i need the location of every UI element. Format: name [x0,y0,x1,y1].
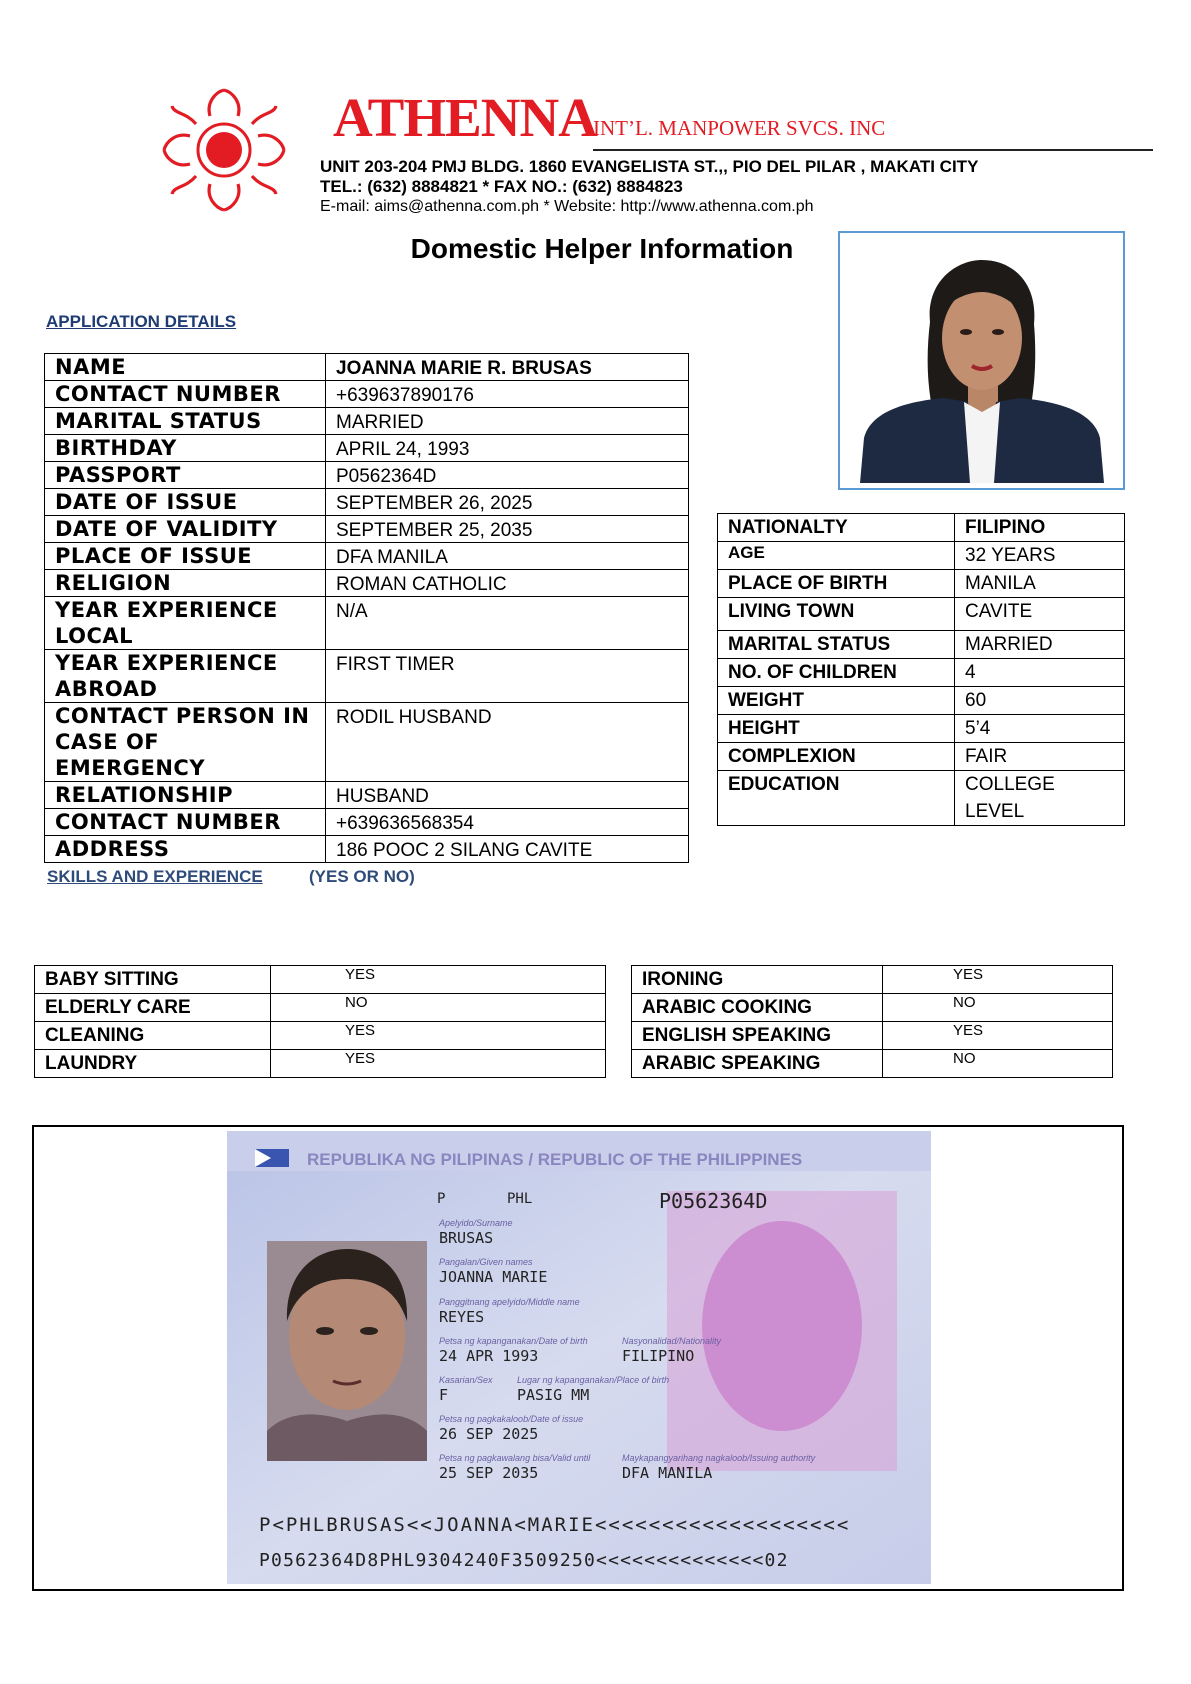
application-details-table [44,353,689,863]
skills-heading: SKILLS AND EXPERIENCE [47,867,263,886]
row-value: ROMAN CATHOLIC [326,570,689,597]
skill-value: YES [271,1022,606,1050]
row-value: +639637890176 [326,381,689,408]
row-label: RELIGION [45,570,326,597]
skill-value: YES [271,966,606,994]
passport-dob: 24 APR 1993 [439,1347,539,1365]
row-label: ADDRESS [45,836,326,863]
row-label: DATE OF ISSUE [45,489,326,516]
row-value: 186 POOC 2 SILANG CAVITE [326,836,689,863]
row-label: AGE [718,542,955,570]
row-value: P0562364D [326,462,689,489]
row-label: CONTACT PERSON IN CASE OF EMERGENCY [45,703,326,782]
table-row [632,1050,1113,1078]
skill-label: LAUNDRY [35,1050,271,1078]
row-value: SEPTEMBER 25, 2035 [326,516,689,543]
skills-note: (YES OR NO) [309,867,415,886]
passport-middle-name: REYES [439,1308,485,1326]
skill-value: YES [271,1050,606,1078]
table-row [718,631,1125,659]
table-row [35,994,606,1022]
table-row [718,771,1125,826]
row-label: PLACE OF ISSUE [45,543,326,570]
passport-number: P0562364D [659,1189,768,1213]
sex-label: Kasarian/Sex [439,1375,493,1385]
skill-label: ARABIC SPEAKING [632,1050,883,1078]
row-value: +639636568354 [326,809,689,836]
table-row [45,650,689,703]
row-label: WEIGHT [718,687,955,715]
skill-label: IRONING [632,966,883,994]
valid-until-label: Petsa ng pagkawalang bisa/Valid until [439,1453,591,1463]
table-row [45,597,689,650]
row-value: DFA MANILA [326,543,689,570]
skill-value: YES [883,966,1113,994]
table-row [45,462,689,489]
row-label: LIVING TOWN [718,598,955,631]
table-row [45,570,689,597]
passport-pob: PASIG MM [517,1386,590,1404]
surname-label: Apelyido/Surname [439,1218,513,1228]
company-address: UNIT 203-204 PMJ BLDG. 1860 EVANGELISTA ST.,, PIO DEL PILAR , MAKATI CITY [320,157,979,176]
passport-authority: DFA MANILA [622,1464,713,1482]
skill-label: ARABIC COOKING [632,994,883,1022]
passport-type: P [437,1191,446,1207]
table-row [45,543,689,570]
skill-label: ENGLISH SPEAKING [632,1022,883,1050]
row-value: MARRIED [326,408,689,435]
row-label: RELATIONSHIP [45,782,326,809]
row-value: FAIR [955,743,1125,771]
row-value: MARRIED [955,631,1125,659]
table-row [35,1022,606,1050]
given-names-label: Pangalan/Given names [439,1257,533,1267]
table-row [45,354,689,381]
row-label: MARITAL STATUS [718,631,955,659]
table-row [718,743,1125,771]
pob-label: Lugar ng kapanganakan/Place of birth [517,1375,670,1385]
passport-issue-date: 26 SEP 2025 [439,1425,539,1443]
row-label: NAME [45,354,326,381]
passport-country: PHL [507,1191,533,1207]
skill-value: NO [883,1050,1113,1078]
row-label: EDUCATION [718,771,955,826]
passport-mrz-line-1: P<PHLBRUSAS<<JOANNA<MARIE<<<<<<<<<<<<<<<<<<< [259,1514,851,1536]
middle-name-label: Panggitnang apelyido/Middle name [439,1297,580,1307]
table-row [632,1022,1113,1050]
table-row [718,687,1125,715]
row-value: COLLEGE LEVEL [955,771,1125,826]
row-label: YEAR EXPERIENCE ABROAD [45,650,326,703]
passport-sex: F [439,1386,449,1404]
table-row [718,570,1125,598]
header-divider [593,149,1153,151]
row-label: HEIGHT [718,715,955,743]
table-row [718,542,1125,570]
application-details-heading: APPLICATION DETAILS [46,312,237,331]
table-row [45,809,689,836]
table-row [718,598,1125,631]
table-row [632,994,1113,1022]
passport-surname: BRUSAS [439,1229,494,1247]
skill-value: YES [883,1022,1113,1050]
athenna-logo [158,86,290,214]
row-value: FIRST TIMER [326,650,689,703]
row-label: NO. OF CHILDREN [718,659,955,687]
passport-mrz-line-2: P0562364D8PHL9304240F3509250<<<<<<<<<<<<<<02 [259,1550,789,1571]
row-value: MANILA [955,570,1125,598]
row-label: NATIONALTY [718,514,955,542]
table-row [35,1050,606,1078]
passport-scan-frame [32,1125,1124,1591]
row-label: DATE OF VALIDITY [45,516,326,543]
row-value: JOANNA MARIE R. BRUSAS [326,354,689,381]
skills-table-right [631,965,1113,1078]
row-value: 32 YEARS [955,542,1125,570]
skill-label: CLEANING [35,1022,271,1050]
passport-header: REPUBLIKA NG PILIPINAS / REPUBLIC OF THE PHILIPPINES [307,1150,803,1169]
row-value: 60 [955,687,1125,715]
skills-table-left [34,965,606,1078]
dob-label: Petsa ng kapanganakan/Date of birth [439,1336,588,1346]
row-value: RODIL HUSBAND [326,703,689,782]
nationality-label: Nasyonalidad/Nationality [622,1336,722,1346]
row-value: 4 [955,659,1125,687]
row-value: 5’4 [955,715,1125,743]
passport-valid-until: 25 SEP 2035 [439,1464,539,1482]
row-value: FILIPINO [955,514,1125,542]
applicant-photo [860,252,1104,483]
row-label: BIRTHDAY [45,435,326,462]
authority-label: Maykapangyarihang nagkaloob/Issuing authority [622,1453,816,1463]
applicant-photo-frame [838,231,1125,490]
row-label: MARITAL STATUS [45,408,326,435]
table-row [45,782,689,809]
table-row [35,966,606,994]
row-label: CONTACT NUMBER [45,809,326,836]
table-row [718,514,1125,542]
table-row [718,659,1125,687]
table-row [718,715,1125,743]
row-label: PASSPORT [45,462,326,489]
row-label: CONTACT NUMBER [45,381,326,408]
row-label: PLACE OF BIRTH [718,570,955,598]
row-value: N/A [326,597,689,650]
company-subtitle: INT’L. MANPOWER SVCS. INC [593,116,886,140]
table-row [45,489,689,516]
row-label: COMPLEXION [718,743,955,771]
row-value: CAVITE [955,598,1125,631]
table-row [45,381,689,408]
skill-value: NO [271,994,606,1022]
table-row [45,836,689,863]
table-row [45,516,689,543]
row-value: APRIL 24, 1993 [326,435,689,462]
table-row [632,966,1113,994]
skill-value: NO [883,994,1113,1022]
table-row [45,703,689,782]
table-row [45,435,689,462]
passport-given-names: JOANNA MARIE [439,1268,548,1286]
row-label: YEAR EXPERIENCE LOCAL [45,597,326,650]
personal-details-table [717,513,1125,826]
row-value: HUSBAND [326,782,689,809]
document-title: Domestic Helper Information [410,233,794,264]
passport-scan [227,1131,931,1584]
company-phone: TEL.: (632) 8884821 * FAX NO.: (632) 8884823 [320,177,683,196]
skill-label: BABY SITTING [35,966,271,994]
issue-date-label: Petsa ng pagkakaloob/Date of issue [439,1414,584,1424]
skill-label: ELDERLY CARE [35,994,271,1022]
row-value: SEPTEMBER 26, 2025 [326,489,689,516]
company-name: ATHENNA [333,87,597,148]
table-row [45,408,689,435]
passport-nationality: FILIPINO [622,1347,695,1365]
company-contact: E-mail: aims@athenna.com.ph * Website: http://www.athenna.com.ph [320,198,814,215]
